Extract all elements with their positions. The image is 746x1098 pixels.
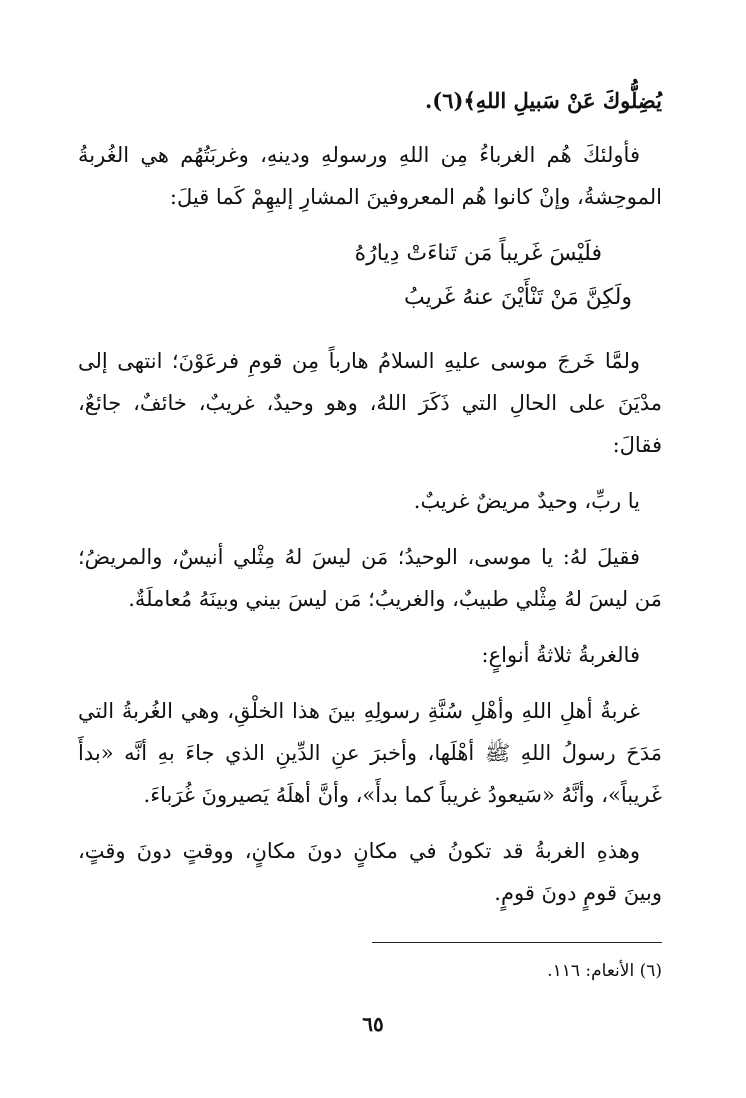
paragraph-supplication: يا ربِّ، وحيدٌ مريضٌ غريبٌ. bbox=[413, 489, 640, 513]
paragraph-first-type: غربةُ أهلِ اللهِ وأهْلِ سُنَّةِ رسولِهِ بينَ هذا الخلْقِ، وهي الغُربةُ التي مَدَحَ رسولُ اللهِ ﷺ أهْلَها، وأخبرَ عنِ الدِّينِ الذي جاءَ بهِ أنَّه «بدأَ غَريباً»، وأنَّهُ «سَيعودُ غريباً كما بدأَ»، وأنَّ أهلَهُ يَصيرونَ غُرَباءَ. bbox=[78, 699, 662, 807]
page-body bbox=[78, 80, 662, 928]
paragraph-strangers: فأولئكَ هُم الغرباءُ مِن اللهِ ورسولهِ ودينهِ، وغربَتُهُم هي الغُربةُ الموحِشةُ، وإنْ كانوا هُم المعروفينَ المشارِ إليهِمْ كَما قيلَ: bbox=[78, 143, 662, 209]
paragraph-musa: ولمَّا خَرجَ موسى عليهِ السلامُ هارباً مِن قومِ فرعَوْنَ؛ انتهى إلى مدْيَنَ على الحالِ التي ذَكَرَ اللهُ، وهو وحيدٌ، غريبٌ، خائفٌ، جائعٌ، فقالَ: bbox=[78, 349, 662, 457]
page-number: ٦٥ bbox=[362, 1012, 384, 1036]
footnote: (٦) الأنعام: ١١٦. bbox=[547, 961, 662, 981]
quran-verse-ending: يُضِلُّوكَ عَنْ سَبيلِ اللهِ﴾(٦). bbox=[424, 88, 662, 113]
poetry-verse bbox=[78, 232, 662, 320]
paragraph-place-time: وهذهِ الغربةُ قد تكونُ في مكانٍ دونَ مكانٍ، ووقتٍ دونَ وقتٍ، وبينَ قومٍ دونَ قومٍ. bbox=[78, 839, 662, 905]
paragraph-three-types: فالغربةُ ثلاثةُ أنواعٍ: bbox=[481, 643, 640, 667]
paragraph-reply: فقيلَ لهُ: يا موسى، الوحيدُ؛ مَن ليسَ لهُ مِثْلي أنيسٌ، والمريضُ؛ مَن ليسَ لهُ مِثْلي طبيبٌ، والغريبُ؛ مَن ليسَ بيني وبينَهُ مُعاملَةٌ. bbox=[78, 545, 662, 611]
verse-line-2: ولَكِنَّ مَنْ تَنْأَيْنَ عنهُ غَريبُ bbox=[404, 285, 632, 310]
verse-line-1: فلَيْسَ غَريباً مَن تَناءَتْ دِيارُهُ bbox=[354, 241, 602, 266]
footnote-divider bbox=[372, 942, 662, 943]
